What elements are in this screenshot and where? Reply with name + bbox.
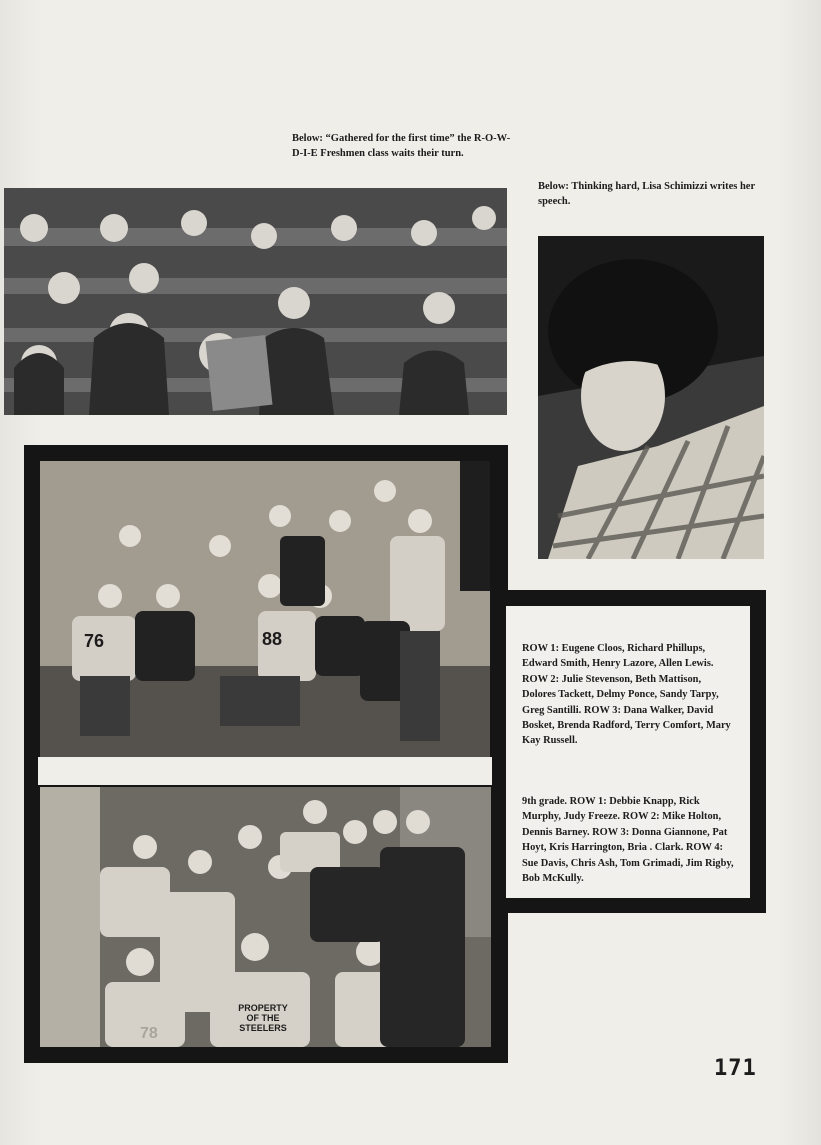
- lisa-caption: Below: Thinking hard, Lisa Schimizzi writes her speech.: [538, 181, 755, 207]
- group-photo-1: [40, 461, 490, 757]
- group-2-names: 9th grade. ROW 1: Debbie Knapp, Rick Murphy, Judy Freeze. ROW 2: Mike Holton, Dennis Barney. ROW 3: Donna Giannone, Pat Hoyt, Kris Harrington, Bria . Clark. ROW 4: Sue Davis, Chris Ash, Tom Grimadi, Jim Rigby, Bob McKully.: [522, 796, 734, 885]
- group-photo-2: [40, 787, 491, 1047]
- steelers-shirt-text: PROPERTY OF THE STEELERS: [238, 1003, 288, 1033]
- group-1-names: ROW 1: Eugene Cloos, Richard Phillups, Edward Smith, Henry Lazore, Allen Lewis. ROW 2: Julie Stevenson, Beth Mattison, Dolores Tackett, Delmy Ponce, Sandy Tarpy, Greg Santilli. ROW 3: Dana Walker, David Bosket, Brenda Radford, Terry Comfort, Mary Kay Russell.: [522, 643, 731, 747]
- auditorium-photo: [4, 188, 507, 415]
- jersey-88: 88: [262, 629, 283, 649]
- jersey-76: 76: [84, 631, 105, 651]
- lisa-schimizzi-photo: [538, 236, 764, 559]
- freshmen-caption: Below: “Gathered for the first time” the R-O-W-D-I-E Freshmen class waits their turn.: [292, 133, 511, 159]
- jersey-78: 78: [140, 1025, 158, 1042]
- page-number: 171: [714, 1056, 757, 1081]
- photo-separator: [38, 757, 492, 785]
